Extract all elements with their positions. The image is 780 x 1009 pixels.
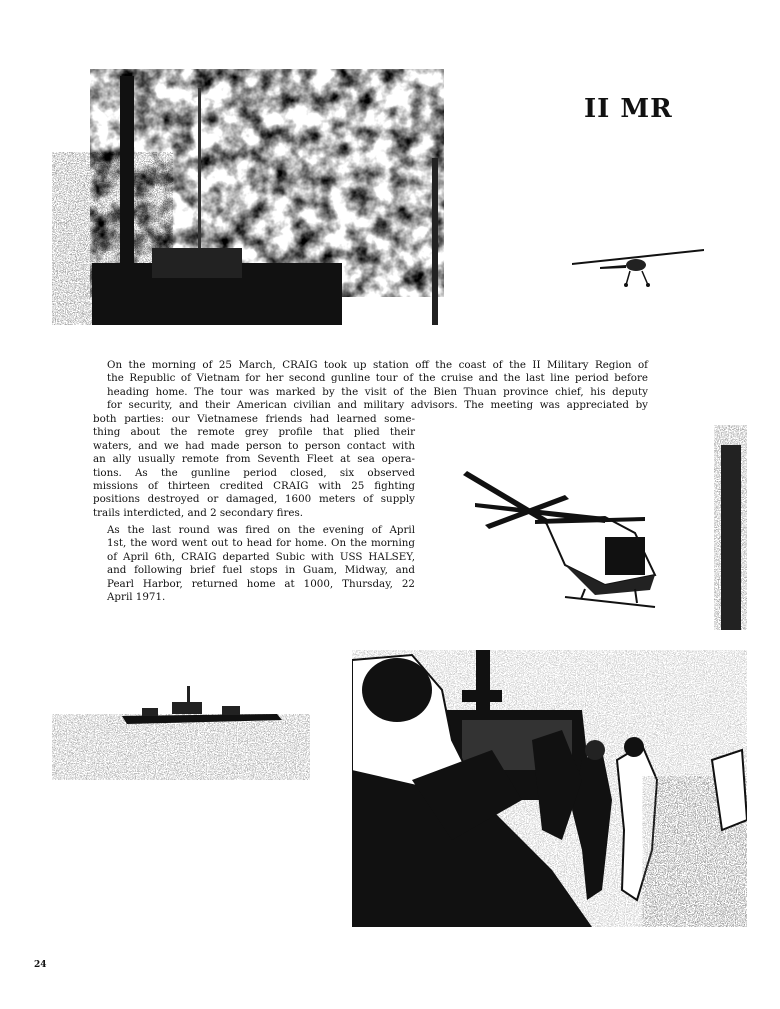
article-paragraph-1 <box>93 359 648 413</box>
page-number: 24 <box>34 960 47 970</box>
article-line: missions of thirteen credited CRAIG with 25 fighting <box>93 480 415 493</box>
article-line: positions destroyed or damaged, 1600 meters of supply <box>93 493 415 506</box>
article-line: Pearl Harbor, returned home at 1000, Thursday, 22 <box>107 577 415 590</box>
article-line: As the last round was fired on the evening of April <box>107 524 415 536</box>
article-line: April 1971. <box>107 591 166 604</box>
article-line: the Republic of Vietnam for her second gunline tour of the cruise and the last line period before <box>107 372 648 385</box>
article-line: heading home. The tour was marked by the visit of the Bien Thuan province chief, his deputy <box>107 385 648 398</box>
helicopter-photo <box>455 425 747 630</box>
article-line: thing about the remote grey profile that plied their <box>93 426 415 439</box>
article-line: tions. As the gunline period closed, six observed <box>93 466 415 479</box>
sailors-on-deck-photo <box>352 650 747 927</box>
ship-at-sea-photo <box>52 668 310 780</box>
article-line: waters, and we had made person to person contact with <box>93 439 415 452</box>
section-title: II MR <box>584 94 673 124</box>
article-line: for security, and their American civilian and military advisors. The meeting was appreciated by <box>107 399 648 412</box>
article-paragraph-1-continued <box>93 413 415 520</box>
article-line: On the morning of 25 March, CRAIG took up station off the coast of the II Military Region of <box>107 359 648 371</box>
article-line: of April 6th, CRAIG departed Subic with USS HALSEY, <box>107 550 415 563</box>
article-line: both parties: our Vietnamese friends had learned some- <box>93 413 415 425</box>
article-line: and following brief fuel stops in Guam, Midway, and <box>107 564 415 577</box>
gun-firing-photo <box>52 68 444 325</box>
article-line: trails interdicted, and 2 secondary fires. <box>93 506 304 519</box>
article-line: 1st, the word went out to head for home. On the morning <box>107 537 415 550</box>
airplane-photo <box>570 243 706 291</box>
article-line: an ally usually remote from Seventh Fleet at sea opera- <box>93 453 415 466</box>
article-paragraph-2 <box>93 524 415 604</box>
